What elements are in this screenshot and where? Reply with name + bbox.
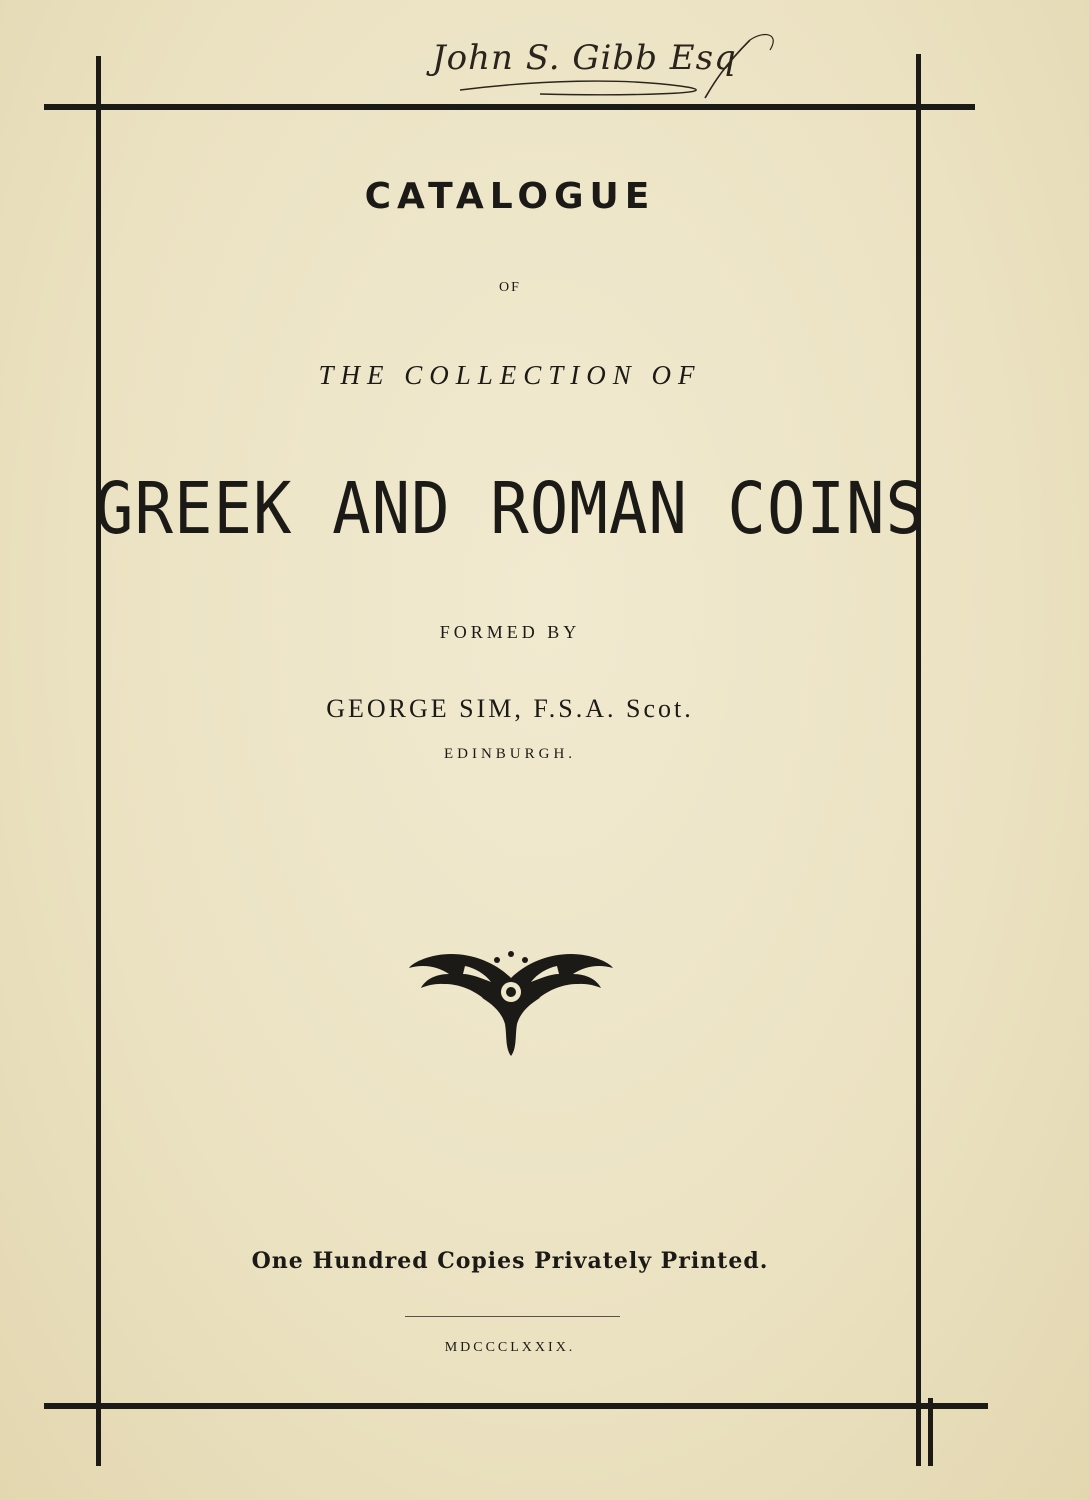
fleuron-ornament-icon <box>405 944 617 1058</box>
frame-rule-bottom <box>44 1403 988 1409</box>
edition-divider <box>405 1316 620 1317</box>
author-city: EDINBURGH. <box>443 746 577 762</box>
edition-copies: One Hundred Copies Privately Printed. <box>251 1248 769 1274</box>
title-collection-of: THE COLLECTION OF <box>318 360 702 390</box>
signature-flourish <box>420 30 840 100</box>
title-subject: GREEK AND ROMAN COINS <box>94 468 926 551</box>
title-catalogue: CATALOGUE <box>364 176 656 217</box>
formed-by-label: FORMED BY <box>439 622 581 642</box>
title-of: OF <box>499 280 521 295</box>
frame-rule-right-extension <box>928 1398 933 1466</box>
frame-rule-top <box>44 104 975 110</box>
handwritten-inscription <box>420 30 840 100</box>
inscription-text: John S. Gibb Esq <box>432 38 737 78</box>
publication-year: MDCCCLXXIX. <box>444 1340 576 1355</box>
author-name: GEORGE SIM, F.S.A. Scot. <box>326 694 694 723</box>
